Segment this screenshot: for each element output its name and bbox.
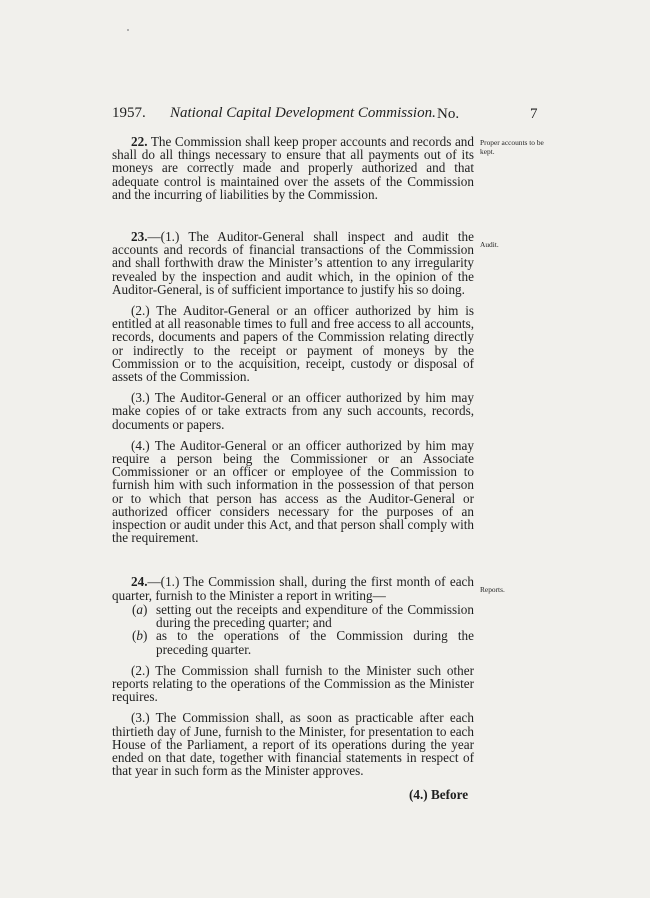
section-24-subsection-2: (2.) The Commission shall furnish to the Minister such other reports relating to the operations of the Commission as the Minister requires.: [112, 662, 474, 705]
section-22-number: 22.: [131, 134, 148, 149]
item-text-b: as to the operations of the Commission during the preceding quarter.: [156, 628, 474, 657]
section-23-subsection-1: [112, 230, 474, 296]
section-23-number: 23.: [131, 229, 148, 245]
section-23-p1-text: —(1.) The Auditor-General shall inspect and audit the accounts and records of financial transactions of the Commission and shall forthwith draw the Minister’s attention to any irregularity revealed by the inspection and audit which, in the opinion of the Auditor-General, is of sufficient importance to justify his so doing.: [112, 229, 474, 297]
header-title: National Capital Development Commission.: [170, 105, 436, 121]
section-24-subsection-1: [112, 575, 474, 601]
paper-speck: [127, 29, 129, 31]
item-label-a: (a): [132, 601, 148, 617]
section-22: [112, 134, 544, 202]
list-item: [112, 603, 474, 629]
list-item: [112, 629, 474, 655]
section-23-subsection-2: (2.) The Auditor-General or an officer authorized by him is entitled at all reasonable times to full and free access to all accounts, records, documents and papers of the Commission relating directly or indirectly to the receipt or payment of moneys by the Commission or to the acquisition, receipt, custody or disposal of assets of the Commission.: [112, 303, 474, 385]
margin-note-reports: Reports.: [480, 585, 505, 595]
catchword: (4.) Before: [409, 787, 469, 802]
margin-note-audit: Audit.: [480, 240, 499, 250]
page-number: 7: [530, 106, 538, 122]
section-23-subsection-4: (4.) The Auditor-General or an officer authorized by him may require a person being the Commissioner or an Associate Commissioner or an officer or employee of the Commission to furnish him with such information in the possession of that person or to which that person has access as the Auditor-General or authorized officer considers necessary for the purposes of an inspection or audit under this Act, and that person shall comply with the requirement.: [112, 437, 474, 546]
section-24: [112, 574, 505, 779]
section-24-subsection-3: (3.) The Commission shall, as soon as practicable after each thirtieth day of June, furnish to the Minister, for presentation to each House of the Parliament, a report of its operations during the year ended on that date, together with financial statements in respect of that year in such form as the Minister approves.: [112, 710, 474, 779]
section-22-body: The Commission shall keep proper accounts and records and shall do all things necessary to ensure that all payments out of its moneys are correctly made and properly authorized and that adequate control is maintained over the assets of the Commission and the incurring of liabilities by the Commission.: [112, 134, 474, 202]
item-text-a: setting out the receipts and expenditure of the Commission during the preceding quarter; and: [156, 601, 474, 631]
section-24-items: [112, 603, 474, 656]
header-year: 1957.: [112, 105, 146, 121]
running-header: [112, 105, 542, 127]
section-24-p1-text: —(1.) The Commission shall, during the first month of each quarter, furnish to the Minister a report in writing—: [112, 574, 474, 603]
document-body: [112, 134, 544, 806]
section-22-text: [112, 135, 474, 201]
section-24-number: 24.: [131, 574, 148, 590]
section-23-subsection-3: (3.) The Auditor-General or an officer authorized by him may make copies of or take extracts from any such accounts, records, documents or papers.: [112, 390, 474, 432]
header-act-number: No.: [437, 106, 460, 122]
section-23: [112, 229, 499, 546]
margin-note-proper-accounts: Proper accounts to be kept.: [480, 138, 544, 156]
item-label-b: (b): [132, 628, 148, 644]
